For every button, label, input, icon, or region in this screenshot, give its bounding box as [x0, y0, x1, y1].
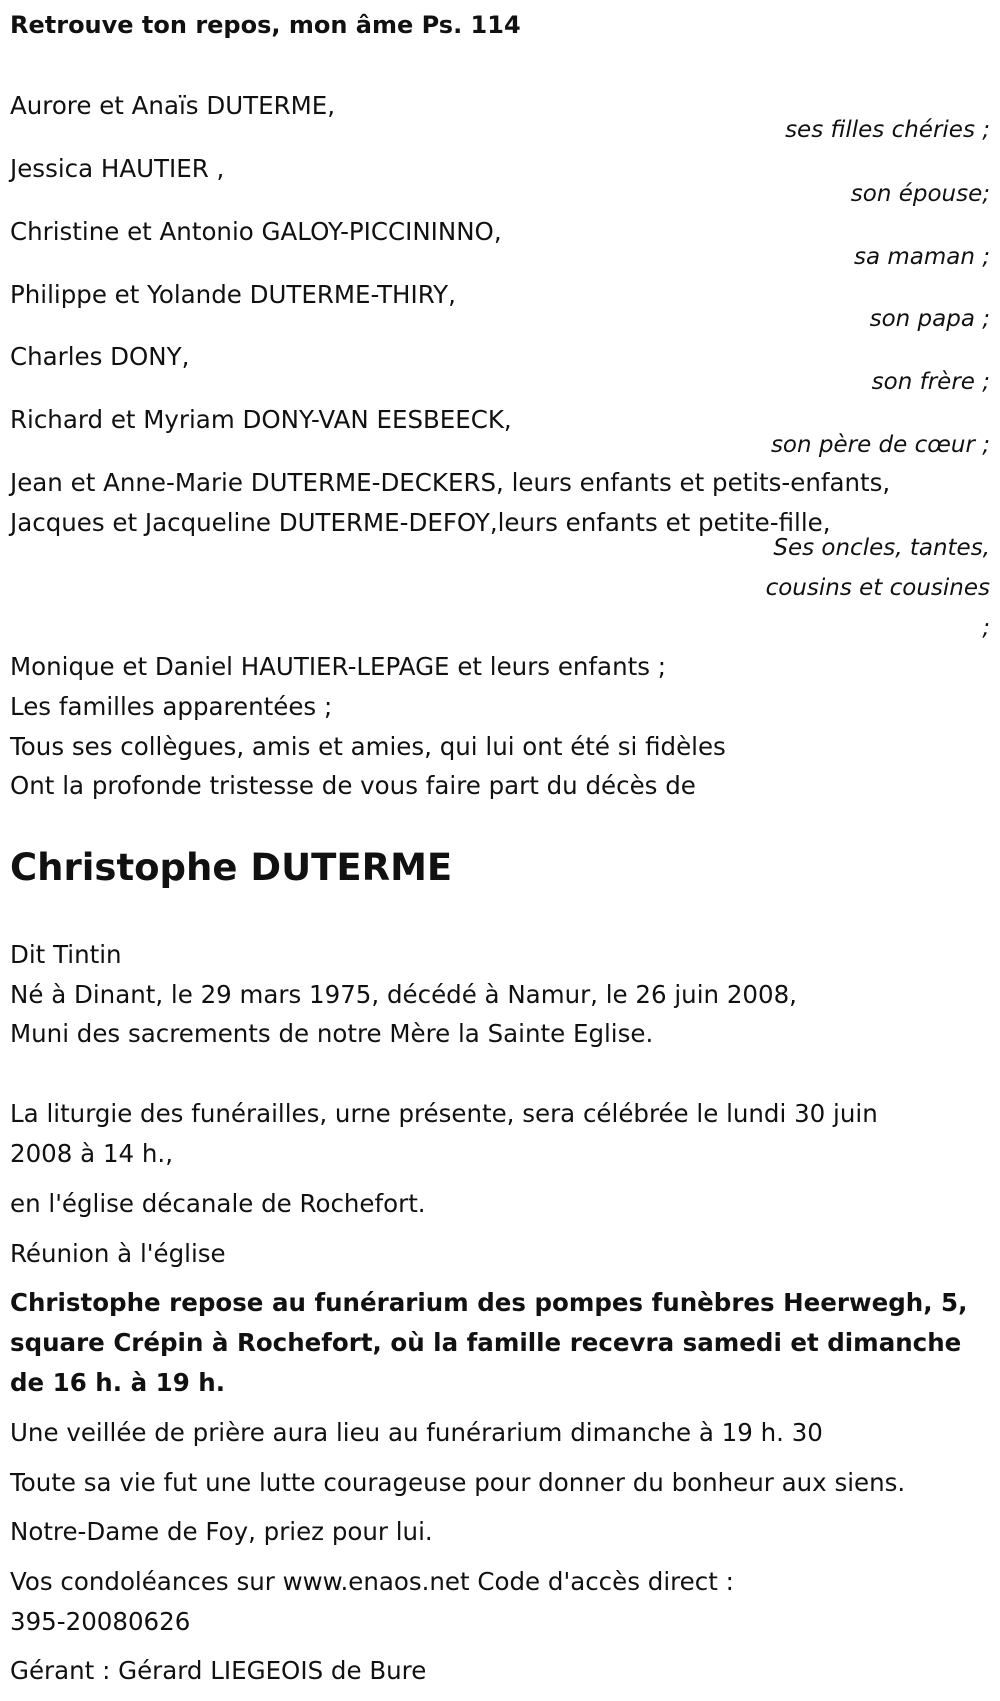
uncles-line-2: Jacques et Jacqueline DUTERME-DEFOY,leurs enfants et petite-fille, — [10, 508, 831, 537]
uncles-relation-3: ; — [982, 615, 990, 641]
family-relation-3: sa maman ; — [853, 244, 990, 270]
family-name-1: Aurore et Anaïs DUTERME, — [10, 91, 336, 120]
rest-line-3: de 16 h. à 19 h. — [10, 1368, 226, 1397]
family-relation-6: son père de cœur ; — [770, 432, 990, 458]
family-name-5: Charles DONY, — [10, 342, 190, 371]
family-relation-4: son papa ; — [869, 306, 990, 332]
family-name-6: Richard et Myriam DONY-VAN EESBEECK, — [10, 405, 512, 434]
deceased-nickname: Dit Tintin — [10, 940, 122, 969]
family-name-2: Jessica HAUTIER , — [10, 154, 225, 183]
others-line-1: Monique et Daniel HAUTIER-LEPAGE et leurs enfants ; — [10, 652, 667, 681]
family-name-3: Christine et Antonio GALOY-PICCININNO, — [10, 217, 502, 246]
family-name-4: Philippe et Yolande DUTERME-THIRY, — [10, 280, 456, 309]
deceased-sacraments: Muni des sacrements de notre Mère la Sainte Eglise. — [10, 1019, 654, 1048]
meeting-line: Réunion à l'église — [10, 1239, 226, 1268]
condolences-line-2: 395-20080626 — [10, 1607, 191, 1636]
psalm-header: Retrouve ton repos, mon âme Ps. 114 — [10, 11, 521, 39]
others-line-4: Ont la profonde tristesse de vous faire part du décès de — [10, 771, 696, 800]
manager-line: Gérant : Gérard LIEGEOIS de Bure — [10, 1656, 427, 1685]
others-line-2: Les familles apparentées ; — [10, 692, 333, 721]
vigil-line: Une veillée de prière aura lieu au funérarium dimanche à 19 h. 30 — [10, 1418, 823, 1447]
rest-line-2: square Crépin à Rochefort, où la famille recevra samedi et dimanche — [10, 1328, 962, 1357]
liturgy-line-1: La liturgie des funérailles, urne présente, sera célébrée le lundi 30 juin — [10, 1099, 878, 1128]
deceased-name: Christophe DUTERME — [10, 846, 453, 889]
family-relation-2: son épouse; — [850, 181, 990, 207]
uncles-line-1: Jean et Anne-Marie DUTERME-DECKERS, leurs enfants et petits-enfants, — [10, 468, 891, 497]
rest-line-1: Christophe repose au funérarium des pompes funèbres Heerwegh, 5, — [10, 1288, 968, 1317]
condolences-line-1: Vos condoléances sur www.enaos.net Code d'accès direct : — [10, 1567, 734, 1596]
liturgy-line-2: 2008 à 14 h., — [10, 1139, 174, 1168]
family-relation-1: ses filles chéries ; — [785, 117, 990, 143]
prayer-line: Notre-Dame de Foy, priez pour lui. — [10, 1517, 433, 1546]
life-line: Toute sa vie fut une lutte courageuse pour donner du bonheur aux siens. — [10, 1468, 906, 1497]
deceased-dates: Né à Dinant, le 29 mars 1975, décédé à Namur, le 26 juin 2008, — [10, 980, 797, 1009]
uncles-relation-1: Ses oncles, tantes, — [773, 535, 990, 561]
uncles-relation-2: cousins et cousines — [765, 575, 990, 601]
church-line: en l'église décanale de Rochefort. — [10, 1189, 426, 1218]
family-relation-5: son frère ; — [871, 369, 990, 395]
others-line-3: Tous ses collègues, amis et amies, qui lui ont été si fidèles — [10, 732, 726, 761]
